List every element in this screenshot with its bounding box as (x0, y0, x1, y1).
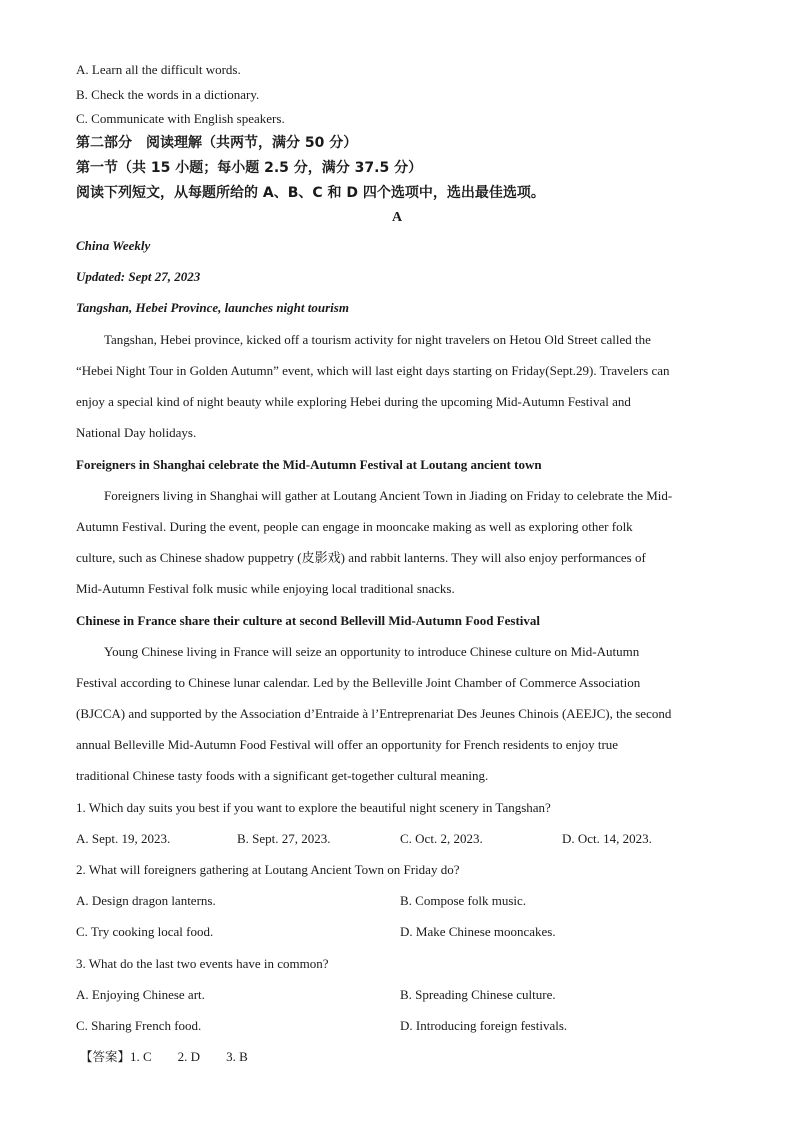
story-2-line: Mid-Autumn Festival folk music while enjoying local traditional snacks. (76, 581, 455, 596)
question-2-option-c: C. Try cooking local food. (76, 924, 214, 939)
story-3-line: traditional Chinese tasty foods with a significant get-together cultural meaning. (76, 768, 489, 783)
answer-line (80, 1049, 248, 1065)
question-2-option-b: B. Compose folk music. (400, 893, 527, 908)
story-3-headline: Chinese in France share their culture at second Bellevill Mid-Autumn Food Festival (76, 613, 541, 628)
story-1-line: National Day holidays. (76, 425, 197, 440)
part-title: 第二部分 阅读理解（共两节，满分 50 分） (76, 135, 358, 151)
question-1-option-d: D. Oct. 14, 2023. (562, 831, 652, 846)
story-3-line: Young Chinese living in France will seize an opportunity to introduce Chinese culture on Mid-Autumn (104, 644, 640, 659)
question-3-stem: 3. What do the last two events have in common? (76, 956, 329, 971)
question-2-option-a: A. Design dragon lanterns. (76, 893, 216, 908)
story-1-line: Tangshan, Hebei province, kicked off a tourism activity for night travelers on Hetou Old Street called the (104, 332, 651, 347)
question-3-option-a: A. Enjoying Chinese art. (76, 987, 205, 1002)
question-3-option-b: B. Spreading Chinese culture. (400, 987, 556, 1002)
question-1-option-c: C. Oct. 2, 2023. (400, 831, 483, 846)
article-source: China Weekly (76, 238, 151, 253)
story-1-headline: Tangshan, Hebei Province, launches night tourism (76, 300, 349, 315)
question-1-option-a: A. Sept. 19, 2023. (76, 831, 171, 846)
story-2-line: Foreigners living in Shanghai will gather at Loutang Ancient Town in Jiading on Friday to celebrate the Mid- (104, 488, 673, 503)
answer-text: 1. C 2. D 3. B (130, 1049, 248, 1064)
section-subtitle: 第一节（共 15 小题；每小题 2.5 分，满分 37.5 分） (76, 160, 423, 176)
prev-option-b: B. Check the words in a dictionary. (76, 87, 260, 102)
story-3-line: Festival according to Chinese lunar calendar. Led by the Belleville Joint Chamber of Commerce Association (76, 675, 641, 690)
question-1-option-b: B. Sept. 27, 2023. (237, 831, 331, 846)
story-1-line: enjoy a special kind of night beauty while exploring Hebei during the upcoming Mid-Autumn Festival and (76, 394, 631, 409)
story-2-headline: Foreigners in Shanghai celebrate the Mid-Autumn Festival at Loutang ancient town (76, 457, 542, 472)
prev-option-c: C. Communicate with English speakers. (76, 111, 285, 126)
question-2-option-d: D. Make Chinese mooncakes. (400, 924, 556, 939)
instruction: 阅读下列短文，从每题所给的 A、B、C 和 D 四个选项中，选出最佳选项。 (76, 185, 545, 201)
passage-label: A (391, 210, 403, 225)
story-3-line: (BJCCA) and supported by the Association d’Entraide à l’Entreprenariat Des Jeunes Chinois (AEEJC), the second (76, 706, 672, 721)
story-2-line: culture, such as Chinese shadow puppetry (皮影戏) and rabbit lanterns. They will also enjoy performances of (76, 550, 646, 565)
prev-option-a: A. Learn all the difficult words. (76, 62, 241, 77)
question-3-option-d: D. Introducing foreign festivals. (400, 1018, 568, 1033)
story-3-line: annual Belleville Mid-Autumn Food Festival will offer an opportunity for French residents to enjoy true (76, 737, 619, 752)
question-1-stem: 1. Which day suits you best if you want to explore the beautiful night scenery in Tangshan? (76, 800, 551, 815)
answer-tag: 【答案】 (80, 1049, 131, 1064)
question-3-option-c: C. Sharing French food. (76, 1018, 202, 1033)
story-1-line: “Hebei Night Tour in Golden Autumn” event, which will last eight days starting on Friday(Sept.29). Travelers can (76, 363, 670, 378)
story-2-line: Autumn Festival. During the event, people can engage in mooncake making as well as exploring other folk (76, 519, 633, 534)
article-updated: Updated: Sept 27, 2023 (76, 269, 201, 284)
question-2-stem: 2. What will foreigners gathering at Loutang Ancient Town on Friday do? (76, 862, 460, 877)
